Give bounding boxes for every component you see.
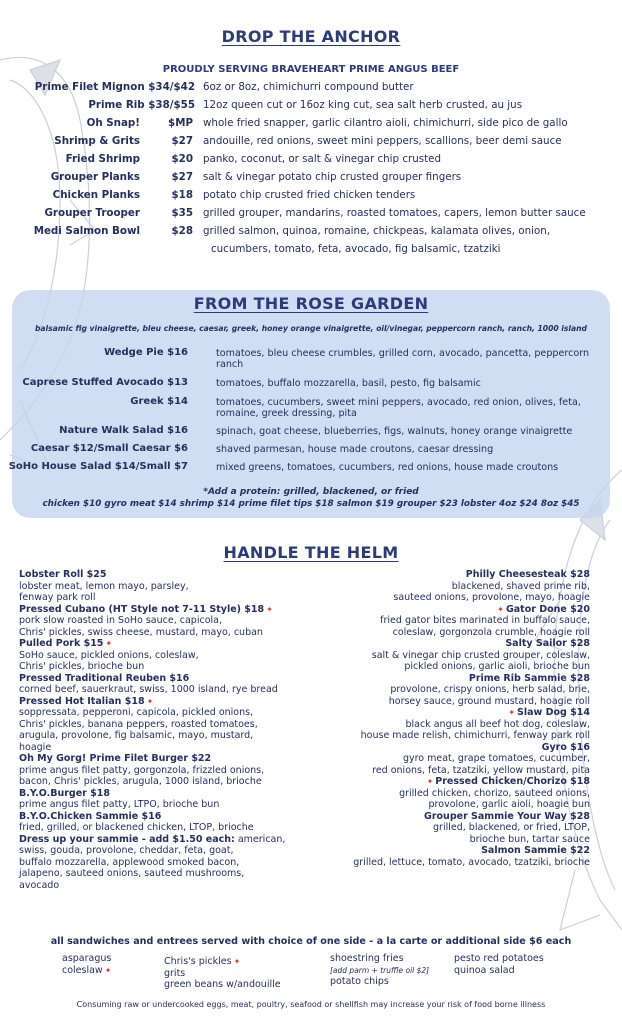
list-item <box>0 171 622 189</box>
side-item: shoestring fries <box>330 953 404 964</box>
salad-desc: tomatoes, buffalo mozzarella, basil, pesto, fig balsamic <box>216 378 481 389</box>
item-price: $27 <box>171 135 193 147</box>
item-desc: andouille, red onions, sweet mini peppers, scallions, beer demi sauce <box>203 135 562 147</box>
item-desc: grilled grouper, mandarins, roasted tomatoes, capers, lemon butter sauce <box>203 207 586 219</box>
item-name: Pressed Chicken/Chorizo $18 <box>435 776 590 787</box>
dress-up-desc: jalapeno, sauteed onions, sauteed mushrooms, <box>19 868 245 879</box>
menu-item <box>300 638 590 673</box>
salad-name: Wedge Pie $16 <box>104 347 188 358</box>
list-item <box>0 117 622 135</box>
item-price: $35 <box>171 207 193 219</box>
side-item: potato chips <box>330 976 389 987</box>
hot-pepper-icon: ✦ <box>146 696 154 706</box>
item-desc: lobster meat, lemon mayo, parsley, <box>19 580 189 592</box>
menu-item <box>300 845 590 868</box>
menu-item <box>19 673 319 696</box>
list-item <box>0 189 622 207</box>
item-desc: panko, coconut, or salt & vinegar chip crusted <box>203 153 442 165</box>
anchor-title: DROP THE ANCHOR <box>221 27 401 46</box>
item-name: Gyro $16 <box>541 741 590 753</box>
item-desc: arugula, provolone, fig balsamic, mayo, mustard, <box>19 730 254 741</box>
item-desc: potato chip crusted fried chicken tenders <box>203 189 416 201</box>
item-name: Prime Rib Sammie $28 <box>468 672 590 684</box>
item-desc: gyro meat, grape tomatoes, cucumber, <box>402 753 590 764</box>
item-desc: 6oz or 8oz, chimichurri compound butter <box>203 81 414 93</box>
item-desc: Chris' pickles, banana peppers, roasted tomatoes, <box>19 718 258 730</box>
item-desc: Chris' pickles, brioche bun <box>19 661 145 672</box>
item-heading <box>300 707 590 719</box>
item-price: $18 <box>171 189 193 201</box>
menu-item <box>300 776 590 811</box>
dress-up-desc: avocado <box>19 879 60 891</box>
item-name: Grouper Sammie Your Way $28 <box>424 810 590 822</box>
rose-title: FROM THE ROSE GARDEN <box>193 294 429 313</box>
item-name: Shrimp & Grits <box>54 135 140 147</box>
item-name: Salty Sailor $28 <box>505 638 590 649</box>
item-name: Oh My Gorg! Prime Filet Burger $22 <box>19 753 212 764</box>
dressing-list: balsamic fig vinaigrette, bleu cheese, caesar, greek, honey orange vinaigrette, oil/vinegar, peppercorn ranch, ranch, 1000 island <box>35 324 587 333</box>
salad-name: Caprese Stuffed Avocado $13 <box>22 377 188 388</box>
item-desc: SoHo sauce, pickled onions, coleslaw, <box>19 649 199 661</box>
item-name: Fried Shrimp <box>65 153 140 165</box>
dress-up-desc: swiss, gouda, provolone, cheddar, feta, goat, <box>19 845 234 856</box>
item-desc: pork slow roasted in SoHo sauce, capicola, <box>19 615 222 626</box>
side-item: green beans w/andouille <box>164 979 281 990</box>
menu-item <box>300 569 590 604</box>
sides-col-1 <box>62 953 113 976</box>
item-desc: house made relish, chimichurri, fenway park roll <box>360 730 590 741</box>
salad-name: Nature Walk Salad $16 <box>59 425 188 436</box>
side-item: asparagus <box>62 953 112 964</box>
item-desc: blackened, shaved prime rib, <box>451 580 590 592</box>
item-desc: prime angus filet patty, gorgonzola, frizzled onions, <box>19 764 265 776</box>
item-heading <box>19 696 319 708</box>
item-desc: grilled, blackened, or fried, LTOP, <box>433 822 590 833</box>
item-desc: sauteed onions, provolone, mayo, hoagie <box>393 592 590 603</box>
list-item <box>0 99 622 117</box>
item-desc: soppressata, pepperoni, capicola, pickled onions, <box>19 707 254 718</box>
salad-desc: tomatoes, cucumbers, sweet mini peppers, avocado, red onion, olives, feta, romaine, greek dressing, pita <box>216 397 581 419</box>
menu-item <box>300 604 590 639</box>
item-desc: horsey sauce, ground mustard, hoagie roll <box>388 695 590 707</box>
menu-item <box>19 788 319 811</box>
item-heading <box>300 845 590 857</box>
item-heading <box>19 811 319 823</box>
hot-pepper-icon: ✦ <box>508 708 516 717</box>
item-desc: pickled onions, garlic aioli, brioche bun <box>404 661 590 672</box>
list-item <box>0 81 622 99</box>
item-desc: grilled salmon, quinoa, romaine, chickpeas, kalamata olives, onion, <box>203 225 551 237</box>
item-desc: provolone, crispy onions, herb salad, brie, <box>390 684 590 695</box>
item-desc: grilled, lettuce, tomato, avocado, tzatziki, brioche <box>353 856 590 868</box>
list-item <box>0 153 622 171</box>
dress-up-note <box>19 834 319 892</box>
item-heading <box>300 776 590 788</box>
item-name: B.Y.O.Burger $18 <box>19 787 110 799</box>
item-desc: brioche bun, tartar sauce <box>469 833 590 845</box>
item-desc: corned beef, sauerkraut, swiss, 1000 island, rye bread <box>19 684 278 695</box>
item-desc: 12oz queen cut or 16oz king cut, sea salt herb crusted, au jus <box>203 99 523 111</box>
item-name: Slaw Dog $14 <box>517 707 590 718</box>
menu-item <box>300 811 590 846</box>
item-name: Prime Rib $38/$55 <box>88 99 195 111</box>
item-desc: red onions, feta, tzatziki, yellow mustard, pita <box>372 764 590 776</box>
item-desc: whole fried snapper, garlic cilantro aioli, chimichurri, side pico de gallo <box>203 117 568 129</box>
hot-pepper-icon: ✦ <box>497 604 504 614</box>
item-heading <box>19 638 319 650</box>
item-name: Chicken Planks <box>52 189 140 201</box>
list-item <box>0 207 622 225</box>
item-name: B.Y.O.Chicken Sammie $16 <box>19 810 162 822</box>
list-item <box>0 135 622 153</box>
hot-pepper-icon: ✦ <box>233 957 241 966</box>
item-heading <box>19 753 319 765</box>
item-name: Grouper Planks <box>50 171 140 183</box>
protein-header: *Add a protein: grilled, blackened, or fried <box>203 487 419 497</box>
helm-right-column <box>300 569 590 868</box>
menu-item <box>19 569 319 604</box>
item-desc: black angus all beef hot dog, coleslaw, <box>405 718 590 730</box>
menu-item <box>19 753 319 788</box>
item-heading <box>19 673 319 685</box>
hot-pepper-icon: ✦ <box>426 777 434 786</box>
dress-up-name: Dress up your sammie - add $1.50 each: <box>19 833 235 845</box>
item-desc: bacon, Chris' pickles, arugula, 1000 island, brioche <box>19 776 262 787</box>
sides-note: all sandwiches and entrees served with choice of one side - a la carte or additional side $6 each <box>50 936 572 947</box>
item-desc: provolone, garlic aioli, hoagie bun <box>428 799 590 810</box>
menu-item <box>19 638 319 673</box>
anchor-subtitle: PROUDLY SERVING BRAVEHEART PRIME ANGUS BEEF <box>162 64 460 75</box>
item-price: $MP <box>168 117 193 129</box>
item-heading <box>300 673 590 685</box>
item-desc: salt & vinegar chip crusted grouper, coleslaw, <box>371 649 590 661</box>
menu-item <box>300 742 590 777</box>
item-name: Prime Filet Mignon $34/$42 <box>34 81 195 93</box>
item-price: $20 <box>171 153 193 165</box>
helm-left-column <box>19 569 319 891</box>
sides-col-3 <box>330 953 429 988</box>
item-desc: grilled chicken, chorizo, sauteed onions, <box>399 787 590 799</box>
item-heading <box>19 604 319 616</box>
side-item: Chris's pickles ✦ <box>164 956 241 967</box>
item-name: Salmon Sammie $22 <box>481 845 590 856</box>
item-desc: coleslaw, gorgonzola crumble, hoagie roll <box>392 626 590 638</box>
item-name: Gator Done $20 <box>505 603 590 615</box>
menu-item <box>19 811 319 834</box>
side-item-note: [add parm + truffle oil $2] <box>330 965 430 975</box>
item-desc: fried, grilled, or blackened chicken, LTOP, brioche <box>19 822 254 833</box>
item-name: Philly Cheesesteak $28 <box>465 569 590 580</box>
list-item <box>0 225 622 243</box>
item-name: Medi Salmon Bowl <box>33 225 140 237</box>
menu-item <box>300 673 590 708</box>
hot-pepper-icon: ✦ <box>104 965 112 975</box>
hot-pepper-icon: ✦ <box>266 604 273 614</box>
item-desc: salt & vinegar potato chip crusted grouper fingers <box>203 171 462 183</box>
item-name: Pressed Traditional Reuben $16 <box>19 672 190 684</box>
item-desc: fenway park roll <box>19 592 96 603</box>
item-name: Oh Snap! <box>86 117 140 129</box>
side-item: pesto red potatoes <box>454 953 544 964</box>
salad-desc: shaved parmesan, house made croutons, caesar dressing <box>216 444 494 455</box>
item-heading <box>300 811 590 823</box>
item-heading <box>19 569 319 581</box>
item-desc-continued: cucumbers, tomato, feta, avocado, fig balsamic, tzatziki <box>211 243 501 255</box>
dress-up-heading <box>19 834 319 846</box>
side-item: grits <box>164 967 186 979</box>
item-heading <box>300 569 590 581</box>
hot-pepper-icon: ✦ <box>105 639 113 648</box>
side-item: quinoa salad <box>454 964 515 976</box>
sides-col-2 <box>164 956 281 991</box>
item-heading <box>300 638 590 650</box>
helm-title: HANDLE THE HELM <box>223 543 399 562</box>
salad-name: Greek $14 <box>130 396 188 407</box>
menu-item <box>300 707 590 742</box>
item-name: Grouper Trooper <box>44 207 140 219</box>
salad-name: SoHo House Salad $14/Small $7 <box>8 461 188 472</box>
dress-up-desc: buffalo mozzarella, applewood smoked bacon, <box>19 856 240 868</box>
item-desc: prime angus filet patty, LTPO, brioche bun <box>19 799 220 810</box>
protein-list: chicken $10 gyro meat $14 shrimp $14 prime filet tips $18 salmon $19 grouper $23 lobster 4oz $24 8oz $45 <box>42 499 580 509</box>
item-desc: hoagie <box>19 741 52 753</box>
item-name: Lobster Roll $25 <box>19 569 107 580</box>
item-desc: fried gator bites marinated in buffalo sauce, <box>380 615 590 626</box>
side-item: coleslaw ✦ <box>62 964 112 976</box>
salad-desc: tomatoes, bleu cheese crumbles, grilled corn, avocado, pancetta, peppercorn ranch <box>216 348 590 370</box>
dress-up-desc: american, <box>237 833 286 845</box>
item-heading <box>19 788 319 800</box>
item-heading <box>300 742 590 754</box>
menu-item <box>19 696 319 754</box>
menu-item <box>19 604 319 639</box>
item-price: $28 <box>171 225 193 237</box>
item-name: Pressed Cubano (HT Style not 7-11 Style) $18 <box>19 603 265 615</box>
item-heading <box>300 604 590 616</box>
item-desc: Chris' pickles, swiss cheese, mustard, mayo, cuban <box>19 626 263 638</box>
salad-desc: spinach, goat cheese, blueberries, figs, walnuts, honey orange vinaigrette <box>216 426 573 437</box>
food-safety-footer: Consuming raw or undercooked eggs, meat, poultry, seafood or shellfish may increase your risk of food borne illness <box>76 1000 546 1009</box>
item-price: $27 <box>171 171 193 183</box>
salad-name: Caesar $12/Small Caesar $6 <box>30 443 188 454</box>
item-name: Pressed Hot Italian $18 <box>19 695 145 707</box>
salad-desc: mixed greens, tomatoes, cucumbers, red onions, house made croutons <box>216 462 559 473</box>
sides-col-4 <box>454 953 544 976</box>
item-name: Pulled Pork $15 <box>19 638 104 649</box>
